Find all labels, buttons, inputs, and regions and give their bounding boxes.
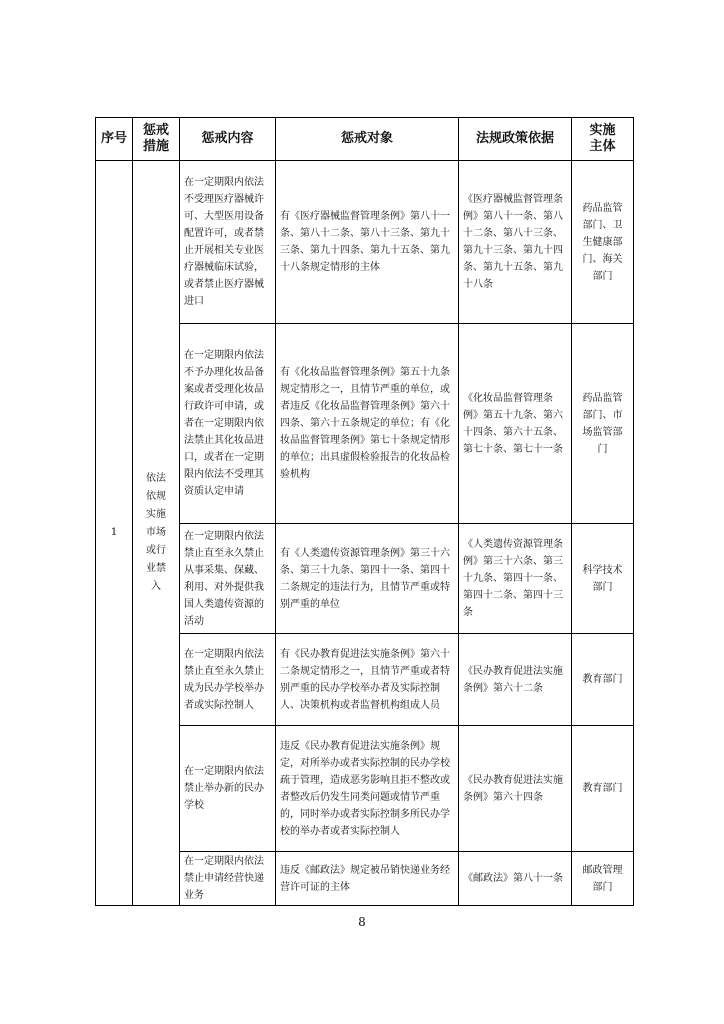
measure-text: 依法依规实施市场或行业禁入	[146, 473, 166, 592]
punishment-measures-table	[95, 117, 634, 906]
basis-cell: 《人类遗传资源管理条例》第三十六条、第三十九条、第四十一条、第四十二条、第四十三条	[459, 524, 572, 634]
content-cell: 在一定期限内依法不予办理化妆品备案或者受理化妆品行政许可申请，或者在一定期限内依法禁止其化妆品进口，或者在一定期限内依法不受理其资质认定申请	[180, 324, 276, 524]
agency-cell: 药品监管部门、市场监管部门	[572, 324, 634, 524]
target-cell: 有《化妆品监督管理条例》第五十九条规定情形之一，且情节严重的单位，或者违反《化妆品监督管理条例》第六十四条、第六十五条规定的单位；有《化妆品监督管理条例》第七十条规定情形的单位；出具虚假检验报告的化妆品检验机构	[276, 324, 459, 524]
agency-cell: 教育部门	[572, 726, 634, 852]
content-cell: 在一定期限内依法禁止申请经营快递业务	[180, 852, 276, 906]
target-cell: 有《医疗器械监督管理条例》第八十一条、第八十二条、第八十三条、第九十三条、第九十四条、第九十五条、第九十八条规定情形的主体	[276, 161, 459, 324]
content-cell: 在一定期限内依法禁止举办新的民办学校	[180, 726, 276, 852]
header-measure-label: 惩戒措施	[142, 123, 169, 154]
page-number: 8	[358, 915, 366, 929]
content-cell: 在一定期限内依法不受理医疗器械许可、大型医用设备配置许可，或者禁止开展相关专业医疗器械临床试验，或者禁止医疗器械进口	[180, 161, 276, 324]
target-cell: 违反《邮政法》规定被吊销快递业务经营许可证的主体	[276, 852, 459, 906]
header-measure	[133, 118, 180, 161]
header-basis: 法规政策依据	[459, 118, 572, 161]
content-cell: 在一定期限内依法禁止直至永久禁止从事采集、保藏、利用、对外提供我国人类遗传资源的活动	[180, 524, 276, 634]
row-seq-cell: 1	[96, 161, 133, 906]
header-target: 惩戒对象	[276, 118, 459, 161]
agency-cell: 教育部门	[572, 634, 634, 726]
header-content: 惩戒内容	[180, 118, 276, 161]
target-cell: 有《人类遗传资源管理条例》第三十六条、第三十九条、第四十一条、第四十二条规定的违法行为，且情节严重或特别严重的单位	[276, 524, 459, 634]
header-agency-label: 实施主体	[589, 123, 616, 154]
basis-cell: 《邮政法》第八十一条	[459, 852, 572, 906]
agency-cell: 邮政管理部门	[572, 852, 634, 906]
agency-cell: 科学技术部门	[572, 524, 634, 634]
basis-cell: 《民办教育促进法实施条例》第六十二条	[459, 634, 572, 726]
table-row	[96, 161, 634, 324]
basis-cell: 《医疗器械监督管理条例》第八十一条、第八十二条、第八十三条、第九十三条、第九十四条、第九十五条、第九十八条	[459, 161, 572, 324]
header-agency	[572, 118, 634, 161]
target-cell: 有《民办教育促进法实施条例》第六十二条规定情形之一，且情节严重或者特别严重的民办学校举办者及实际控制人、决策机构或者监督机构组成人员	[276, 634, 459, 726]
target-cell: 违反《民办教育促进法实施条例》规定，对所举办或者实际控制的民办学校疏于管理，造成恶劣影响且拒不整改或者整改后仍发生同类问题或情节严重的，同时举办或者实际控制多所民办学校的举办者或者实际控制人	[276, 726, 459, 852]
basis-cell: 《化妆品监督管理条例》第五十九条、第六十四条、第六十五条、第七十条、第七十一条	[459, 324, 572, 524]
table-header-row	[96, 118, 634, 161]
measure-cell	[133, 161, 180, 906]
agency-cell: 药品监管部门、卫生健康部门、海关部门	[572, 161, 634, 324]
basis-cell: 《民办教育促进法实施条例》第六十四条	[459, 726, 572, 852]
header-seq: 序号	[96, 118, 133, 161]
content-cell: 在一定期限内依法禁止直至永久禁止成为民办学校举办者或实际控制人	[180, 634, 276, 726]
